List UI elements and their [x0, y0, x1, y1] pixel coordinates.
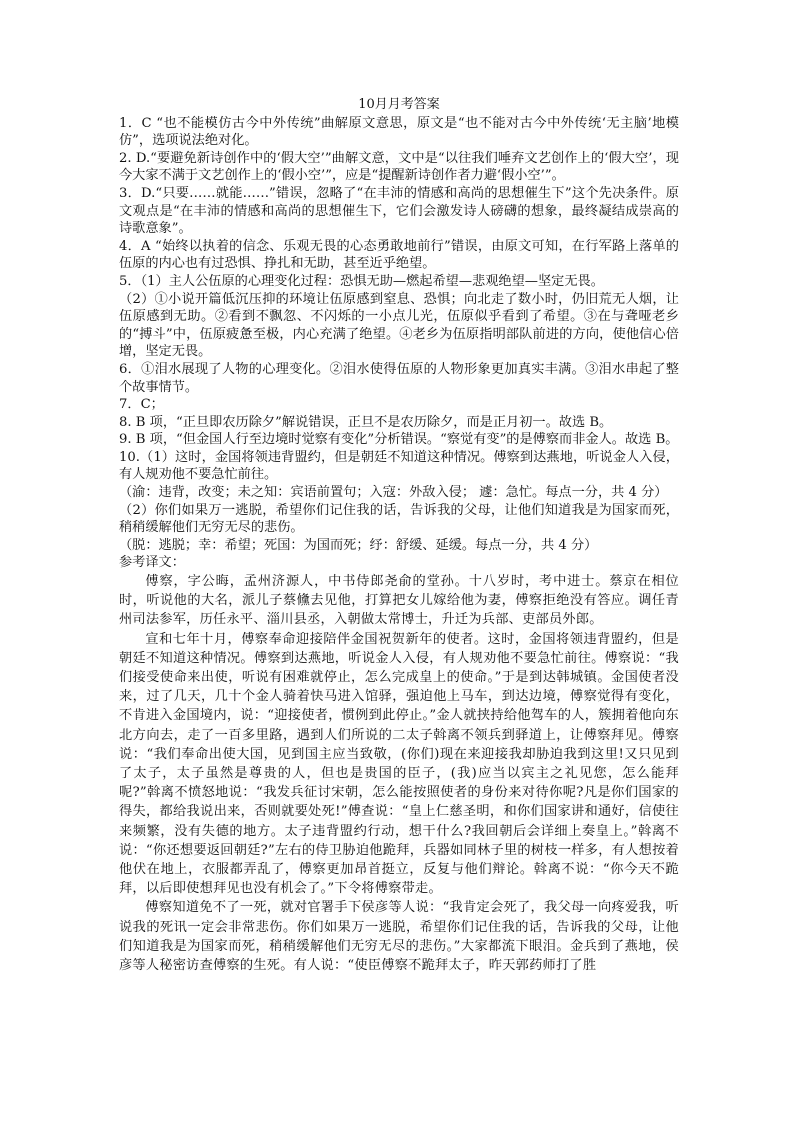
- translation-paragraph-2: 宣和七年十月，傅察奉命迎接陪伴金国祝贺新年的使者。这时，金国将领违背盟约，但是朝廷不知道这种情况。傅察到达燕地，听说金人入侵，有人规劝他不要急忙前往。傅察说：“我们接受使命来出使，听说有困难就停止，怎么完成皇上的使命。”于是到达韩城镇。金国使者没来，过了几天，几十个金人骑着快马进入馆驿，强迫他上马车，到达边境，傅察觉得有变化，不肯进入金国境内，说：“迎接使者，惯例到此停止。”金人就挟持给他驾车的人，簇拥着他向东北方向去，走了一百多里路，遇到人们所说的二太子斡离不领兵到驿道上，让傅察拜见。傅察说：“我们奉命出使大国，见到国主应当致敬，(你们)现在来迎接我却胁迫我到这里!又只见到了太子，太子虽然是尊贵的人，但也是贵国的臣子，(我)应当以宾主之礼见您，怎么能拜呢?”斡离不愤怒地说：“我发兵征讨宋朝，怎么能按照使者的身份来对待你呢?凡是你们国家的得失，都给我说出来，否则就要处死!”傅查说：“皇上仁慈圣明，和你们国家讲和通好，信使往来频繁，没有失德的地方。太子违背盟约行动，想干什么?我回朝后会详细上奏皇上。”斡离不说：“你还想要返回朝廷?”左右的侍卫胁迫他跪拜，兵器如同林子里的树枝一样多，有人想按着他伏在地上，衣服都弄乱了，傅察更加昂首挺立，反复与他们辩论。斡离不说：“你今天不跪拜，以后即使想拜见也没有机会了。”下令将傅察带走。: [119, 631, 679, 897]
- answer-10-part-2: （2）你们如果万一逃脱，希望你们记住我的话，告诉我的父母，让他们知道我是为国家而死，稍稍缓解他们无穷无尽的悲伤。: [119, 502, 679, 536]
- translation-heading: 参考译文：: [119, 555, 185, 571]
- answer-5-part-2: （2）①小说开篇低沉压抑的环境让伍原感到窒息、恐惧；向北走了数小时，仍旧荒无人烟，让伍原感到无助。②看到不飘忽、不闪烁的一小点儿光，伍原似乎看到了希望。③在与聋哑老乡的“搏斗”中，伍原疲惫至极，内心充满了绝望。④老乡为伍原指明部队前进的方向，使他信心倍增，坚定无畏。: [119, 291, 679, 360]
- document-body: [119, 96, 679, 975]
- answer-7: 7．C；: [119, 397, 164, 413]
- answer-10-scoring-1: （渝：违背，改变；未之知：宾语前置句；入寇：外敌入侵； 遽：急忙。每点一分，共 4 分）: [119, 485, 668, 501]
- page-title: 10月月考答案: [358, 97, 440, 112]
- answer-6: 6．①泪水展现了人物的心理变化。②泪水使得伍原的人物形象更加真实丰满。③泪水串起了整个故事情节。: [119, 361, 679, 395]
- answer-10-part-1: 10.（1）这时，金国将领违背盟约，但是朝廷不知道这种情况。傅察到达燕地，听说金人入侵，有人规劝他不要急忙前往。: [119, 449, 679, 483]
- answer-1: 1．C “也不能模仿古今中外传统”曲解原文意思，原文是“也不能对古今中外传统‘无主脑’地模仿”，选项说法绝对化。: [119, 115, 679, 149]
- answer-9: 9. B 项，“但金国人行至边境时觉察有变化”分析错误。“察觉有变”的是傅察而非金人。故选 B。: [119, 432, 679, 448]
- translation-paragraph-3: 傅察知道免不了一死，就对官署手下侯彦等人说：“我肯定会死了，我父母一向疼爱我，听说我的死讯一定会非常悲伤。你们如果万一逃脱，希望你们记住我的话，告诉我的父母，让他们知道我是为国家而死，稍稍缓解他们无穷无尽的悲伤。”大家都流下眼泪。金兵到了燕地，侯彦等人秘密访查傅察的生死。有人说：“使臣傅察不跪拜太子，昨天郭药师打了胜: [119, 900, 679, 974]
- answer-3: 3．D.“只要……就能……”错误，忽略了“在丰沛的情感和高尚的思想催生下”这个先决条件。原文观点是“在丰沛的情感和高尚的思想催生下，它们会激发诗人磅礴的想象，最终凝结成崇高的诗歌意象”。: [119, 185, 679, 237]
- translation-paragraph-1: 傅察，字公晦，孟州济源人，中书侍郎尧俞的堂孙。十八岁时，考中进士。蔡京在相位时，听说他的大名，派儿子蔡儵去见他，打算把女儿嫁给他为妻，傅察拒绝没有答应。调任青州司法参军，历任永平、淄川县丞，入朝做太常博士，升迁为兵部、吏部员外郎。: [119, 574, 679, 628]
- answer-2: 2. D.“要避免新诗创作中的‘假大空’”曲解文意，文中是“以往我们唾弃文艺创作上的‘假大空’，现今大家不满于文艺创作上的‘假小空’”，应是“提醒新诗创作者力避‘假小空’”。: [119, 150, 679, 184]
- answer-10-scoring-2: （脱：逃脱；幸：希望；死国：为国而死；纾：舒缓、延缓。每点一分，共 4 分）: [119, 537, 598, 553]
- answer-4: 4．A “始终以执着的信念、乐观无畏的心态勇敢地前行”错误，由原文可知，在行军路上落单的伍原的内心也有过恐惧、挣扎和无助，甚至近乎绝望。: [119, 238, 679, 272]
- answer-8: 8. B 项，“正旦即农历除夕”解说错误，正旦不是农历除夕，而是正月初一。故选 B。: [119, 414, 613, 430]
- answer-5-part-1: 5．（1）主人公伍原的心理变化过程：恐惧无助—燃起希望—悲观绝望—坚定无畏。: [119, 273, 604, 289]
